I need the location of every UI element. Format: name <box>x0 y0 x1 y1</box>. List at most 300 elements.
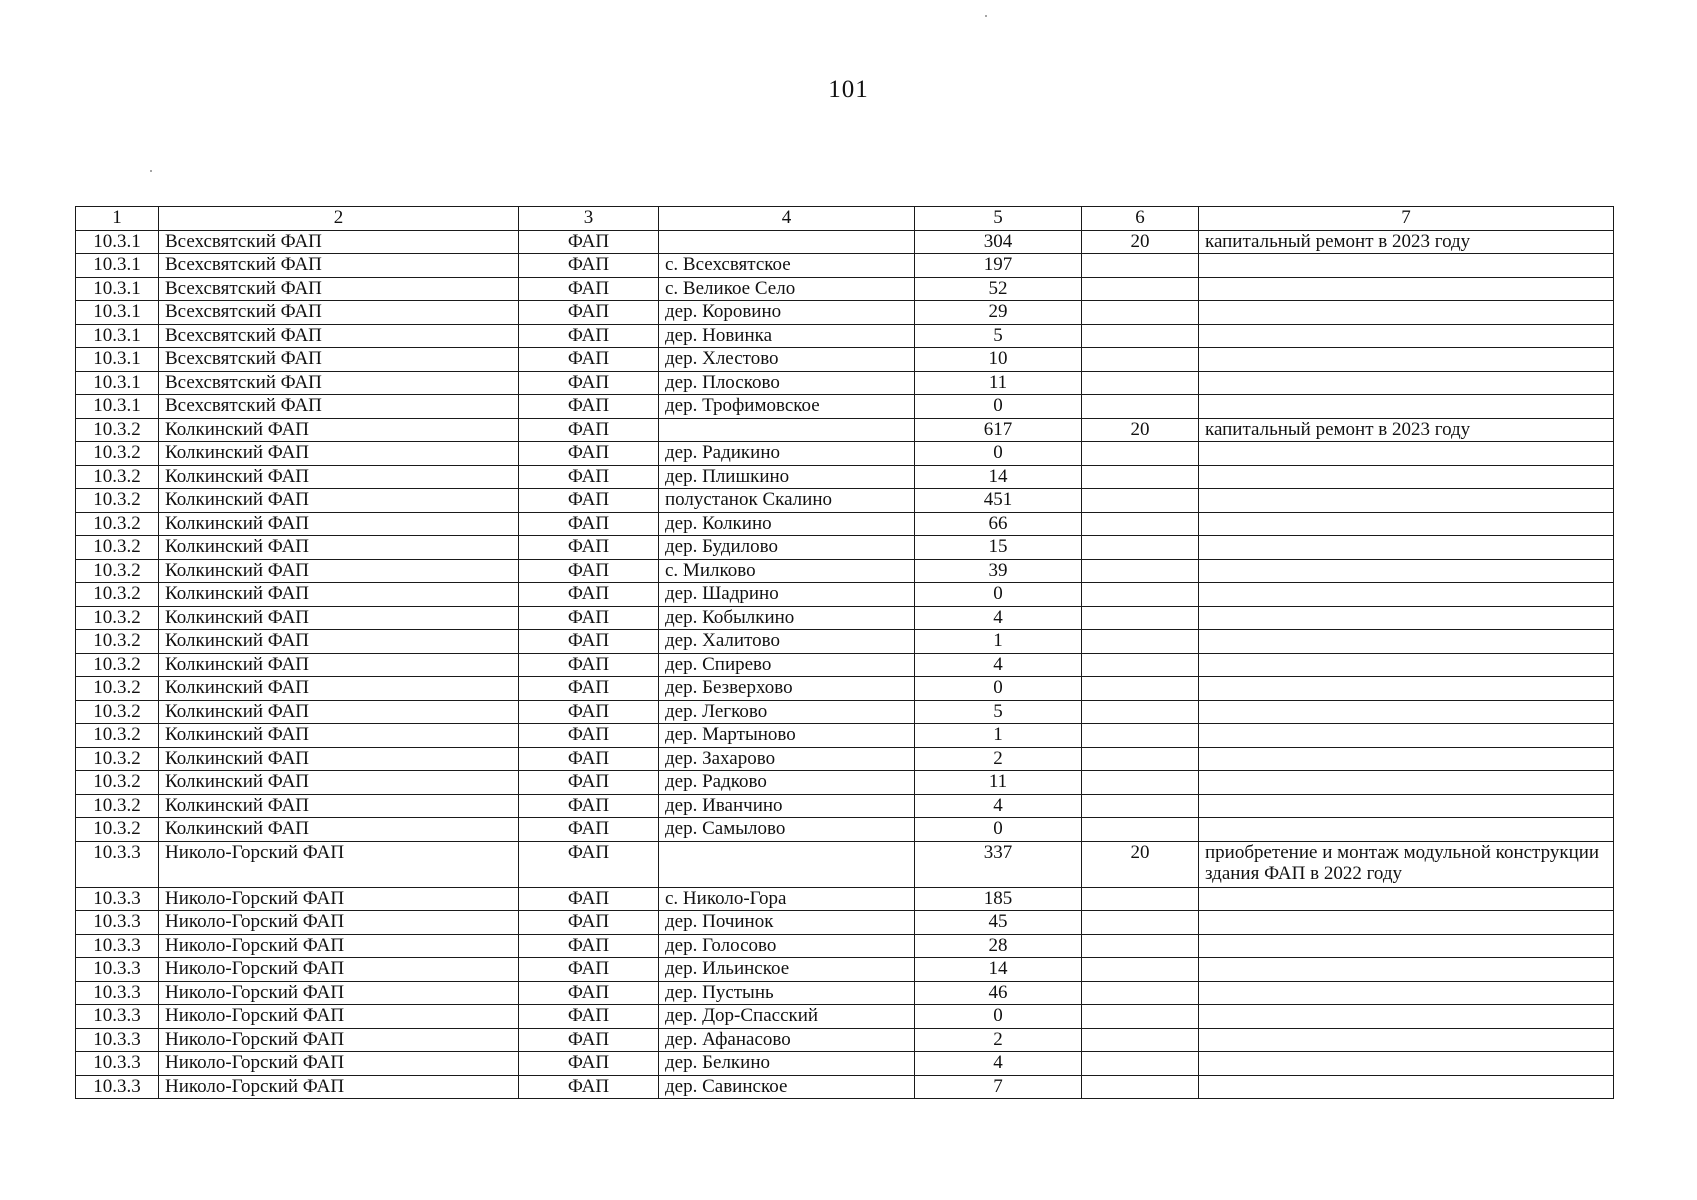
settlement-name: дер. Плишкино <box>659 465 915 489</box>
facility-name: Николо-Горский ФАП <box>159 1052 519 1076</box>
table-row <box>76 489 1614 513</box>
table-row <box>76 630 1614 654</box>
row-number: 10.3.3 <box>76 934 159 958</box>
facility-name: Колкинский ФАП <box>159 489 519 513</box>
settlement-name: дер. Спирево <box>659 653 915 677</box>
facility-type: ФАП <box>519 1052 659 1076</box>
settlement-name <box>659 841 915 887</box>
settlement-name: дер. Мартыново <box>659 724 915 748</box>
staff-value <box>1082 489 1199 513</box>
population-value: 337 <box>915 841 1082 887</box>
population-value: 0 <box>915 395 1082 419</box>
note-text <box>1199 1028 1614 1052</box>
population-value: 4 <box>915 653 1082 677</box>
staff-value <box>1082 606 1199 630</box>
row-number: 10.3.2 <box>76 700 159 724</box>
settlement-name: дер. Ильинское <box>659 958 915 982</box>
note-text <box>1199 818 1614 842</box>
header-row <box>76 207 1614 231</box>
staff-value: 20 <box>1082 418 1199 442</box>
population-value: 46 <box>915 981 1082 1005</box>
column-header: 4 <box>659 207 915 231</box>
staff-value <box>1082 371 1199 395</box>
staff-value <box>1082 911 1199 935</box>
table-row <box>76 958 1614 982</box>
staff-value <box>1082 324 1199 348</box>
row-number: 10.3.3 <box>76 911 159 935</box>
note-text <box>1199 771 1614 795</box>
settlement-name: дер. Легково <box>659 700 915 724</box>
facility-name: Колкинский ФАП <box>159 724 519 748</box>
population-value: 4 <box>915 1052 1082 1076</box>
facility-name: Колкинский ФАП <box>159 747 519 771</box>
facility-name: Николо-Горский ФАП <box>159 1005 519 1029</box>
table-row <box>76 981 1614 1005</box>
note-text <box>1199 254 1614 278</box>
facility-type: ФАП <box>519 418 659 442</box>
staff-value <box>1082 653 1199 677</box>
population-value: 2 <box>915 1028 1082 1052</box>
column-header: 6 <box>1082 207 1199 231</box>
facility-type: ФАП <box>519 958 659 982</box>
note-text <box>1199 700 1614 724</box>
note-text <box>1199 442 1614 466</box>
population-value: 0 <box>915 677 1082 701</box>
facility-type: ФАП <box>519 324 659 348</box>
staff-value <box>1082 442 1199 466</box>
note-text <box>1199 1075 1614 1099</box>
row-number: 10.3.3 <box>76 1052 159 1076</box>
note-text <box>1199 301 1614 325</box>
note-text <box>1199 395 1614 419</box>
row-number: 10.3.3 <box>76 841 159 887</box>
column-header: 3 <box>519 207 659 231</box>
settlement-name: дер. Пустынь <box>659 981 915 1005</box>
population-value: 1 <box>915 724 1082 748</box>
table-row <box>76 1052 1614 1076</box>
table-row <box>76 301 1614 325</box>
note-text <box>1199 606 1614 630</box>
facility-name: Колкинский ФАП <box>159 653 519 677</box>
table-row <box>76 700 1614 724</box>
facility-name: Николо-Горский ФАП <box>159 934 519 958</box>
facility-name: Колкинский ФАП <box>159 559 519 583</box>
table-row <box>76 724 1614 748</box>
row-number: 10.3.2 <box>76 583 159 607</box>
settlement-name: с. Великое Село <box>659 277 915 301</box>
facility-type: ФАП <box>519 536 659 560</box>
facility-name: Колкинский ФАП <box>159 465 519 489</box>
facility-type: ФАП <box>519 489 659 513</box>
staff-value <box>1082 934 1199 958</box>
table-row <box>76 230 1614 254</box>
row-number: 10.3.2 <box>76 512 159 536</box>
facility-type: ФАП <box>519 1005 659 1029</box>
row-number: 10.3.2 <box>76 489 159 513</box>
note-text <box>1199 677 1614 701</box>
staff-value <box>1082 1052 1199 1076</box>
population-value: 197 <box>915 254 1082 278</box>
table-row <box>76 1075 1614 1099</box>
facility-type: ФАП <box>519 583 659 607</box>
facility-type: ФАП <box>519 653 659 677</box>
population-value: 4 <box>915 606 1082 630</box>
settlement-name: дер. Радково <box>659 771 915 795</box>
staff-value: 20 <box>1082 841 1199 887</box>
table-row <box>76 653 1614 677</box>
note-text <box>1199 958 1614 982</box>
table-row <box>76 1028 1614 1052</box>
facility-name: Всехсвятский ФАП <box>159 324 519 348</box>
row-number: 10.3.2 <box>76 465 159 489</box>
table-row <box>76 536 1614 560</box>
settlement-name: дер. Плосково <box>659 371 915 395</box>
facility-type: ФАП <box>519 230 659 254</box>
population-value: 0 <box>915 442 1082 466</box>
population-value: 15 <box>915 536 1082 560</box>
row-number: 10.3.2 <box>76 818 159 842</box>
note-text <box>1199 536 1614 560</box>
note-text <box>1199 934 1614 958</box>
settlement-name: дер. Иванчино <box>659 794 915 818</box>
column-header: 7 <box>1199 207 1614 231</box>
note-text <box>1199 512 1614 536</box>
facility-type: ФАП <box>519 887 659 911</box>
note-text <box>1199 794 1614 818</box>
population-value: 14 <box>915 958 1082 982</box>
settlement-name: дер. Починок <box>659 911 915 935</box>
table-row <box>76 583 1614 607</box>
facility-name: Колкинский ФАП <box>159 677 519 701</box>
facility-type: ФАП <box>519 254 659 278</box>
population-value: 11 <box>915 771 1082 795</box>
population-value: 4 <box>915 794 1082 818</box>
facility-name: Колкинский ФАП <box>159 630 519 654</box>
facility-type: ФАП <box>519 841 659 887</box>
settlement-name: дер. Новинка <box>659 324 915 348</box>
row-number: 10.3.1 <box>76 371 159 395</box>
note-text <box>1199 747 1614 771</box>
table-row <box>76 395 1614 419</box>
row-number: 10.3.2 <box>76 418 159 442</box>
note-text <box>1199 630 1614 654</box>
table-row <box>76 442 1614 466</box>
staff-value <box>1082 771 1199 795</box>
facility-type: ФАП <box>519 371 659 395</box>
note-text <box>1199 489 1614 513</box>
settlement-name: дер. Афанасово <box>659 1028 915 1052</box>
staff-value <box>1082 536 1199 560</box>
facility-type: ФАП <box>519 465 659 489</box>
table-row <box>76 324 1614 348</box>
facility-name: Николо-Горский ФАП <box>159 887 519 911</box>
table-row <box>76 418 1614 442</box>
staff-value: 20 <box>1082 230 1199 254</box>
row-number: 10.3.3 <box>76 981 159 1005</box>
scan-speck <box>150 170 152 172</box>
staff-value <box>1082 818 1199 842</box>
settlement-name: дер. Халитово <box>659 630 915 654</box>
note-text <box>1199 277 1614 301</box>
facility-name: Николо-Горский ФАП <box>159 841 519 887</box>
staff-value <box>1082 301 1199 325</box>
facility-type: ФАП <box>519 911 659 935</box>
note-text <box>1199 1005 1614 1029</box>
settlement-name <box>659 418 915 442</box>
table-row <box>76 771 1614 795</box>
settlement-name: дер. Захарово <box>659 747 915 771</box>
facility-name: Николо-Горский ФАП <box>159 1075 519 1099</box>
facility-type: ФАП <box>519 606 659 630</box>
population-value: 185 <box>915 887 1082 911</box>
facility-name: Колкинский ФАП <box>159 794 519 818</box>
settlement-name: дер. Самылово <box>659 818 915 842</box>
population-value: 52 <box>915 277 1082 301</box>
population-value: 617 <box>915 418 1082 442</box>
facility-type: ФАП <box>519 512 659 536</box>
note-text <box>1199 1052 1614 1076</box>
settlement-name: с. Всехсвятское <box>659 254 915 278</box>
staff-value <box>1082 1028 1199 1052</box>
facility-name: Николо-Горский ФАП <box>159 958 519 982</box>
settlement-name: дер. Дор-Спасский <box>659 1005 915 1029</box>
table-row <box>76 606 1614 630</box>
population-value: 28 <box>915 934 1082 958</box>
staff-value <box>1082 794 1199 818</box>
population-value: 2 <box>915 747 1082 771</box>
population-value: 11 <box>915 371 1082 395</box>
table-row <box>76 818 1614 842</box>
row-number: 10.3.2 <box>76 536 159 560</box>
settlement-name: дер. Колкино <box>659 512 915 536</box>
note-text <box>1199 348 1614 372</box>
table-row <box>76 465 1614 489</box>
facility-name: Колкинский ФАП <box>159 536 519 560</box>
table-row <box>76 911 1614 935</box>
staff-value <box>1082 981 1199 1005</box>
settlement-name: дер. Трофимовское <box>659 395 915 419</box>
table-row <box>76 277 1614 301</box>
facility-type: ФАП <box>519 794 659 818</box>
settlement-name: полустанок Скалино <box>659 489 915 513</box>
staff-value <box>1082 1075 1199 1099</box>
staff-value <box>1082 887 1199 911</box>
facility-name: Колкинский ФАП <box>159 771 519 795</box>
facility-type: ФАП <box>519 700 659 724</box>
row-number: 10.3.2 <box>76 794 159 818</box>
row-number: 10.3.2 <box>76 606 159 630</box>
row-number: 10.3.2 <box>76 724 159 748</box>
population-value: 14 <box>915 465 1082 489</box>
column-header: 1 <box>76 207 159 231</box>
settlement-name <box>659 230 915 254</box>
table-row <box>76 887 1614 911</box>
row-number: 10.3.2 <box>76 559 159 583</box>
staff-value <box>1082 465 1199 489</box>
row-number: 10.3.1 <box>76 301 159 325</box>
table-row <box>76 348 1614 372</box>
note-text <box>1199 583 1614 607</box>
population-value: 5 <box>915 324 1082 348</box>
population-value: 29 <box>915 301 1082 325</box>
population-value: 0 <box>915 583 1082 607</box>
table-row <box>76 559 1614 583</box>
facility-type: ФАП <box>519 630 659 654</box>
settlement-name: дер. Хлестово <box>659 348 915 372</box>
row-number: 10.3.2 <box>76 677 159 701</box>
staff-value <box>1082 395 1199 419</box>
column-header: 2 <box>159 207 519 231</box>
population-value: 7 <box>915 1075 1082 1099</box>
staff-value <box>1082 583 1199 607</box>
table-row <box>76 934 1614 958</box>
facility-type: ФАП <box>519 301 659 325</box>
facility-name: Колкинский ФАП <box>159 512 519 536</box>
facility-name: Всехсвятский ФАП <box>159 230 519 254</box>
table-row <box>76 512 1614 536</box>
row-number: 10.3.3 <box>76 887 159 911</box>
note-text <box>1199 324 1614 348</box>
settlement-name: дер. Савинское <box>659 1075 915 1099</box>
row-number: 10.3.2 <box>76 771 159 795</box>
table-row <box>76 747 1614 771</box>
row-number: 10.3.2 <box>76 653 159 677</box>
row-number: 10.3.1 <box>76 254 159 278</box>
population-value: 5 <box>915 700 1082 724</box>
row-number: 10.3.1 <box>76 277 159 301</box>
note-text <box>1199 559 1614 583</box>
note-text <box>1199 981 1614 1005</box>
scan-speck <box>985 15 987 17</box>
facility-type: ФАП <box>519 348 659 372</box>
note-text: приобретение и монтаж модульной конструкции здания ФАП в 2022 году <box>1199 841 1614 887</box>
settlement-name: дер. Белкино <box>659 1052 915 1076</box>
document-table <box>75 206 1614 1099</box>
row-number: 10.3.3 <box>76 1075 159 1099</box>
settlement-name: дер. Голосово <box>659 934 915 958</box>
note-text <box>1199 653 1614 677</box>
facility-name: Николо-Горский ФАП <box>159 1028 519 1052</box>
facility-type: ФАП <box>519 981 659 1005</box>
note-text: капитальный ремонт в 2023 году <box>1199 230 1614 254</box>
population-value: 0 <box>915 818 1082 842</box>
row-number: 10.3.1 <box>76 348 159 372</box>
settlement-name: с. Николо-Гора <box>659 887 915 911</box>
row-number: 10.3.1 <box>76 230 159 254</box>
facility-type: ФАП <box>519 395 659 419</box>
population-value: 39 <box>915 559 1082 583</box>
facility-type: ФАП <box>519 442 659 466</box>
facility-type: ФАП <box>519 1075 659 1099</box>
settlement-name: дер. Шадрино <box>659 583 915 607</box>
facility-type: ФАП <box>519 934 659 958</box>
table-row <box>76 841 1614 887</box>
row-number: 10.3.2 <box>76 442 159 466</box>
facility-name: Колкинский ФАП <box>159 583 519 607</box>
staff-value <box>1082 1005 1199 1029</box>
row-number: 10.3.3 <box>76 958 159 982</box>
row-number: 10.3.1 <box>76 324 159 348</box>
note-text <box>1199 911 1614 935</box>
note-text <box>1199 887 1614 911</box>
staff-value <box>1082 559 1199 583</box>
facility-name: Колкинский ФАП <box>159 418 519 442</box>
table-row <box>76 254 1614 278</box>
facility-type: ФАП <box>519 559 659 583</box>
row-number: 10.3.1 <box>76 395 159 419</box>
facility-name: Колкинский ФАП <box>159 442 519 466</box>
facility-type: ФАП <box>519 1028 659 1052</box>
population-value: 1 <box>915 630 1082 654</box>
population-value: 304 <box>915 230 1082 254</box>
settlement-name: дер. Кобылкино <box>659 606 915 630</box>
note-text <box>1199 371 1614 395</box>
table-row <box>76 794 1614 818</box>
population-value: 45 <box>915 911 1082 935</box>
facility-name: Николо-Горский ФАП <box>159 911 519 935</box>
row-number: 10.3.3 <box>76 1028 159 1052</box>
settlement-name: с. Милково <box>659 559 915 583</box>
facility-type: ФАП <box>519 818 659 842</box>
table-row <box>76 371 1614 395</box>
facility-type: ФАП <box>519 747 659 771</box>
population-value: 0 <box>915 1005 1082 1029</box>
note-text <box>1199 465 1614 489</box>
staff-value <box>1082 958 1199 982</box>
facility-type: ФАП <box>519 677 659 701</box>
note-text <box>1199 724 1614 748</box>
staff-value <box>1082 747 1199 771</box>
facility-name: Николо-Горский ФАП <box>159 981 519 1005</box>
settlement-name: дер. Безверхово <box>659 677 915 701</box>
note-text: капитальный ремонт в 2023 году <box>1199 418 1614 442</box>
staff-value <box>1082 254 1199 278</box>
row-number: 10.3.3 <box>76 1005 159 1029</box>
population-value: 66 <box>915 512 1082 536</box>
staff-value <box>1082 724 1199 748</box>
column-header: 5 <box>915 207 1082 231</box>
facility-name: Всехсвятский ФАП <box>159 277 519 301</box>
page-number: 101 <box>828 76 869 103</box>
facility-name: Всехсвятский ФАП <box>159 254 519 278</box>
row-number: 10.3.2 <box>76 747 159 771</box>
table-row <box>76 1005 1614 1029</box>
settlement-name: дер. Коровино <box>659 301 915 325</box>
staff-value <box>1082 512 1199 536</box>
settlement-name: дер. Будилово <box>659 536 915 560</box>
population-value: 451 <box>915 489 1082 513</box>
facility-name: Всехсвятский ФАП <box>159 348 519 372</box>
staff-value <box>1082 348 1199 372</box>
facility-name: Всехсвятский ФАП <box>159 301 519 325</box>
facility-name: Колкинский ФАП <box>159 700 519 724</box>
facility-name: Колкинский ФАП <box>159 606 519 630</box>
facility-name: Всехсвятский ФАП <box>159 395 519 419</box>
facility-type: ФАП <box>519 724 659 748</box>
table-row <box>76 677 1614 701</box>
staff-value <box>1082 277 1199 301</box>
facility-type: ФАП <box>519 277 659 301</box>
facility-type: ФАП <box>519 771 659 795</box>
population-value: 10 <box>915 348 1082 372</box>
facility-name: Всехсвятский ФАП <box>159 371 519 395</box>
staff-value <box>1082 700 1199 724</box>
facility-name: Колкинский ФАП <box>159 818 519 842</box>
row-number: 10.3.2 <box>76 630 159 654</box>
settlement-name: дер. Радикино <box>659 442 915 466</box>
staff-value <box>1082 630 1199 654</box>
staff-value <box>1082 677 1199 701</box>
